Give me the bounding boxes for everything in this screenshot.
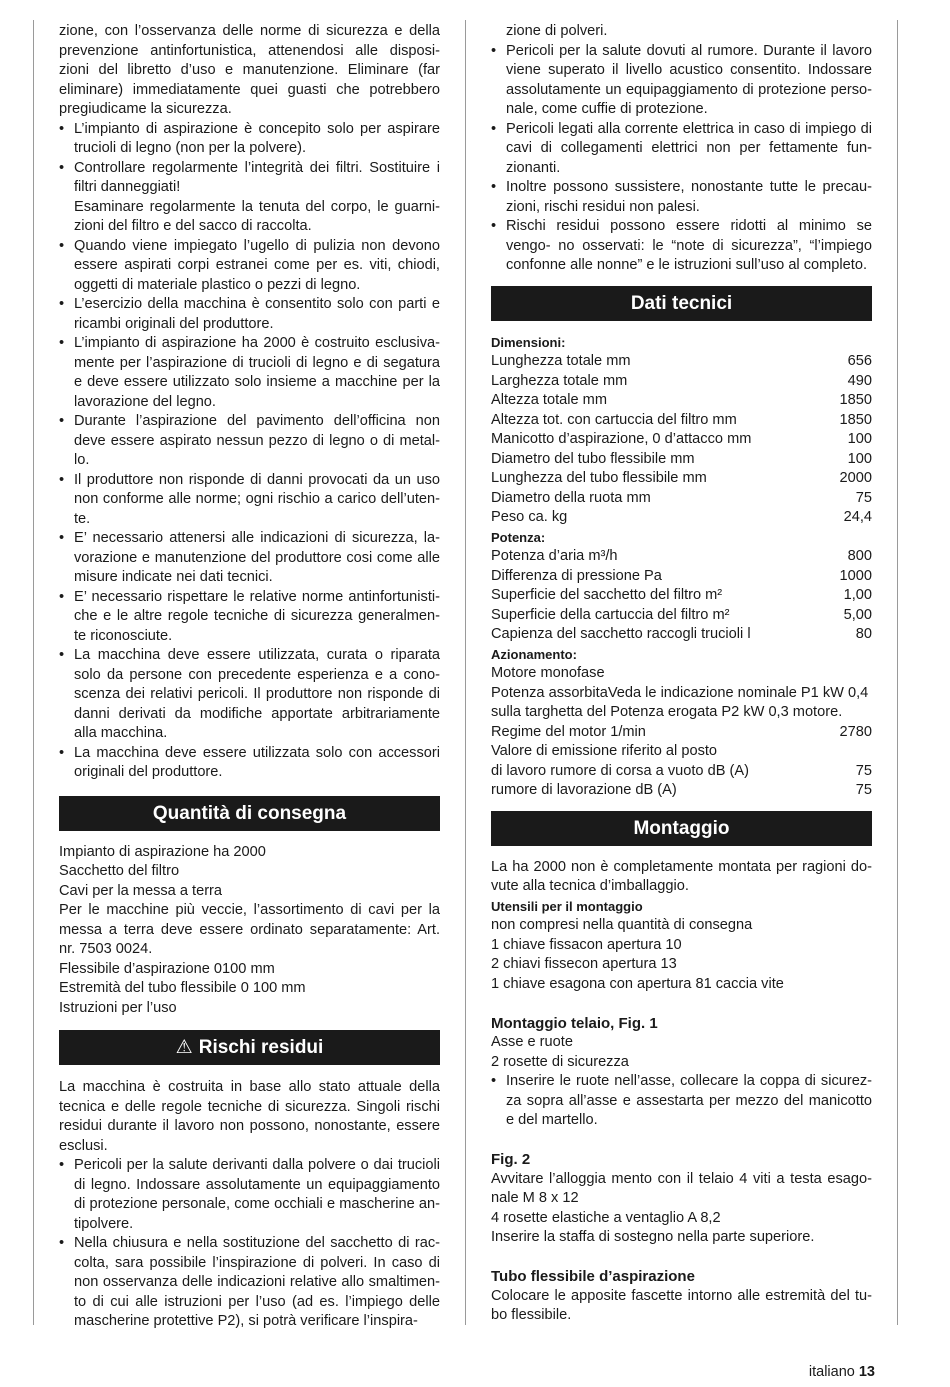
- center-column-rule: [465, 20, 466, 1325]
- list-item: • L’esercizio della macchina è consentito solo con parti e ricambi originali del produttore.: [59, 295, 440, 334]
- spec-label: Capienza del sacchetto raccogli trucioli l: [491, 626, 751, 642]
- list-item: • L’impianto di aspirazione è concepito solo per aspirare trucioli di legno (non per la polvere).: [59, 120, 440, 159]
- spec-value: 100: [847, 450, 872, 467]
- spec-label: Altezza tot. con cartuccia del filtro mm: [491, 411, 737, 428]
- emission-line: Valore di emissione riferito al posto: [491, 743, 718, 759]
- spec-value: 1850: [839, 392, 872, 408]
- filter-note: Esaminare regolarmente la tenuta del corpo, le guarni- zioni del filtro e del sacco di raccolta.: [74, 198, 440, 234]
- delivery-line: Estremità del tubo flessibile 0 100 mm: [59, 980, 306, 996]
- frame-assembly-heading: Montaggio telaio, Fig. 1: [491, 1014, 658, 1032]
- risks-intro: La macchina è costruita in base allo stato attuale della tecnica e delle regole tecniche di sicurezza. Singoli rischi residui durante il lavoro non possono, nonostante, essere esclusi.: [59, 1079, 440, 1154]
- spec-row: [491, 567, 872, 587]
- list-item: • La macchina deve essere utilizzata solo con accessori originali del produttore.: [59, 744, 440, 783]
- spec-row: [491, 430, 872, 450]
- fig2-heading: Fig. 2: [491, 1151, 531, 1168]
- power-rating-line: Potenza assorbitaVeda le indicazione nominale P1 kW 0,4: [491, 684, 869, 701]
- spec-label: Diametro del tubo flessibile mm: [491, 450, 695, 467]
- spec-label: Regime del motor 1/min: [491, 723, 646, 740]
- spec-label: Altezza totale mm: [491, 392, 607, 408]
- assembly-intro: La ha 2000 non è completamente montata per ragioni do- vute alla tecnica d’imballaggio.: [491, 858, 872, 894]
- risks-section-heading: [59, 1030, 440, 1065]
- spec-label: Diametro della ruota mm: [491, 489, 651, 506]
- spec-value: 24,4: [843, 509, 872, 525]
- left-column: [59, 22, 440, 1332]
- spec-value: 800: [847, 548, 872, 564]
- spec-row: [491, 723, 872, 743]
- list-item: • La macchina deve essere utilizzata, curata o riparata solo da persone con precedente esperienza e a cono- scenza dei relativi pericoli. Il produttore non risponde di danni derivati da modifiche apportate arbitrariamente alla macchina.: [59, 646, 440, 744]
- right-margin-rule: [897, 20, 898, 1325]
- spec-row: [491, 508, 872, 528]
- spec-value: 1850: [839, 411, 872, 428]
- spec-value: 80: [855, 626, 872, 642]
- tool-line: 1 chiave fissacon apertura 10: [491, 936, 682, 953]
- motor-type: Motore monofase: [491, 665, 605, 681]
- tools-label: Utensili per il montaggio: [491, 898, 643, 914]
- list-item: • Quando viene impiegato l’ugello di pulizia non devono essere aspirati corpi estranei come per es. viti, chiodi, oggetti di materiale plastico o pezzi di legno.: [59, 237, 440, 296]
- spec-value: 2780: [839, 723, 872, 740]
- delivery-line: Impianto di aspirazione ha 2000: [59, 843, 266, 860]
- spec-row: [491, 411, 872, 431]
- hose-text: Colocare le apposite fascette intorno alle estremità del tu- bo flessibile.: [491, 1287, 872, 1323]
- frame-line: Asse e ruote: [491, 1034, 573, 1050]
- footer-language: italiano: [808, 1364, 855, 1380]
- spec-label: Potenza d’aria m³/h: [491, 548, 618, 564]
- list-item: • L’impianto di aspirazione ha 2000 è costruito esclusiva- mente per l’aspirazione di trucioli di legno e di segatura e deve essere utilizzato solo insieme a macchine per la lavorazione del legno.: [59, 334, 440, 412]
- frame-line: 2 rosette di sicurezza: [491, 1053, 629, 1070]
- spec-value: 75: [855, 489, 872, 506]
- spec-label: Differenza di pressione Pa: [491, 567, 662, 584]
- spec-row: [491, 625, 872, 645]
- spec-value: 75: [855, 782, 872, 798]
- spec-value: 490: [847, 372, 872, 389]
- risks-heading-text: Rischi residui: [198, 1037, 324, 1058]
- list-item: • Inoltre possono sussistere, nonostante tutte le precau- zioni, rischi residui non palesi.: [491, 178, 872, 217]
- list-item: • Nella chiusura e nella sostituzione del sacchetto di rac- colta, sara possibile l’inspirazione di polveri. In caso di non osservanza delle indicazioni relative allo smaltimen- to di cui alle istruzioni per l’uso (ad es. l’impiego delle mascherine protettive P2), si potrà verificare l’inspira-: [59, 1234, 440, 1332]
- spec-row: [491, 489, 872, 509]
- spec-row: [491, 781, 872, 801]
- spec-label: Peso ca. kg: [491, 509, 568, 525]
- list-item: • Il produttore non risponde di danni provocati da un uso non conforme alle norme; ogni rischio a carico dell’uten- te.: [59, 471, 440, 530]
- dimensions-label: Dimensioni:: [491, 334, 566, 350]
- list-item: • Inserire le ruote nell’asse, collecare la coppa di sicurez- za sopra all’asse e assestarta per mezzo del manicotto e del martello.: [491, 1072, 872, 1131]
- spec-row: [491, 606, 872, 626]
- spec-label: Lunghezza totale mm: [491, 353, 631, 369]
- spec-row: [491, 391, 872, 411]
- list-item: • Durante l’aspirazione del pavimento dell’officina non deve essere aspirato nessun pezzo di legno o di metal- lo.: [59, 412, 440, 471]
- list-item: • Pericoli per la salute derivanti dalla polvere o dai trucioli di legno. Indossare assolutamente un equipaggiamento di protezione personale, come occhiali e mascherine an- tipolvere.: [59, 1156, 440, 1234]
- power-rating-line: sulla targhetta del Potenza erogata P2 kW 0,3 motore.: [491, 704, 843, 720]
- spec-label: Superficie del sacchetto del filtro m²: [491, 587, 723, 603]
- spec-label: Manicotto d’aspirazione, 0 d’attacco mm: [491, 431, 752, 447]
- drive-label: Azionamento:: [491, 646, 577, 662]
- power-label: Potenza:: [491, 529, 546, 545]
- delivery-line: Istruzioni per l’uso: [59, 999, 177, 1016]
- tool-line: non compresi nella quantità di consegna: [491, 917, 753, 933]
- tool-line: 1 chiave esagona con apertura 81 caccia vite: [491, 975, 784, 992]
- spec-value: 656: [847, 353, 872, 369]
- list-item: • E’ necessario attenersi alle indicazioni di sicurezza, la- vorazione e manutenzione del produttore cosi come alle misure indicate nei dati tecnici.: [59, 529, 440, 588]
- delivery-line: Sacchetto del filtro: [59, 863, 180, 879]
- delivery-line: Flessibile d’aspirazione 0100 mm: [59, 960, 275, 977]
- spec-value: 1,00: [843, 587, 872, 603]
- spec-value: 75: [855, 762, 872, 779]
- spec-value: 100: [847, 431, 872, 447]
- spec-value: 2000: [839, 470, 872, 486]
- list-item: • E’ necessario rispettare le relative norme antinfortunisti- che e le altre regole tecniche di sicurezza generalmen- te riconosciute.: [59, 588, 440, 647]
- spec-row: [491, 547, 872, 567]
- spec-row: [491, 469, 872, 489]
- spec-row: [491, 586, 872, 606]
- fig2-line: Inserire la staffa di sostegno nella parte superiore.: [491, 1229, 815, 1245]
- spec-value: 5,00: [843, 606, 872, 623]
- spec-row: [491, 762, 872, 782]
- spec-label: Larghezza totale mm: [491, 372, 628, 389]
- list-item: • Pericoli per la salute dovuti al rumore. Durante il lavoro viene superato il livello acustico consentito. Indossare assolutamente un equipaggiamento di protezione perso- nale, come cuffie di protezione.: [491, 42, 872, 120]
- left-margin-rule: [33, 20, 34, 1325]
- spec-value: 1000: [839, 567, 872, 584]
- delivery-line: Per le macchine più veccie, l’assortimento di cavi per la messa a terra deve essere ordinato separatamente: Art. nr. 7503 0024.: [59, 902, 440, 957]
- spec-row: [491, 450, 872, 470]
- spec-label: rumore di lavorazione dB (A): [491, 782, 677, 798]
- list-item: • Controllare regolarmente l’integrità dei filtri. Sostituire i filtri danneggiati!: [59, 159, 440, 198]
- fig2-line: 4 rosette elastiche a ventaglio A 8,2: [491, 1209, 721, 1226]
- right-column: [491, 22, 872, 1326]
- list-item: • Rischi residui possono essere ridotti al minimo se vengo- no osservati: le “note di sicurezza”, “l’impiego confonne alle nonne” e le istruzioni sull’uso al completo.: [491, 217, 872, 276]
- continued-text: zione di polveri.: [506, 23, 608, 39]
- spec-row: [491, 352, 872, 372]
- page-footer: [809, 1364, 875, 1380]
- spec-label: di lavoro rumore di corsa a vuoto dB (A): [491, 762, 749, 779]
- warning-icon: ⚠: [175, 1037, 193, 1058]
- tech-data-heading: Dati tecnici: [491, 286, 872, 321]
- page-number: 13: [858, 1364, 875, 1380]
- delivery-line: Cavi per la messa a terra: [59, 882, 223, 899]
- tool-line: 2 chiavi fissecon apertura 13: [491, 956, 677, 972]
- delivery-section-heading: Quantità di consegna: [59, 796, 440, 831]
- spec-label: Lunghezza del tubo flessibile mm: [491, 470, 707, 486]
- hose-heading: Tubo flessibile d’aspirazione: [491, 1268, 695, 1285]
- spec-label: Superficie della cartuccia del filtro m²: [491, 606, 730, 623]
- list-item: • Pericoli legati alla corrente elettrica in caso di impiego di cavi di collegamenti elettrici non per fettamente fun- zionanti.: [491, 120, 872, 179]
- fig2-line: Avvitare l’alloggia mento con il telaio 4 viti a testa esago- nale M 8 x 12: [491, 1170, 872, 1206]
- spec-row: [491, 372, 872, 392]
- assembly-heading: Montaggio: [491, 811, 872, 846]
- intro-paragraph: zione, con l’osservanza delle norme di sicurezza e della prevenzione antinfortunistica, attenendosi alle disposi- zioni del libretto d’uso e manutenzione. Eliminare (far eliminare) immediatamente quei guasti che potrebbero pregiudicame la sicurezza.: [59, 23, 440, 117]
